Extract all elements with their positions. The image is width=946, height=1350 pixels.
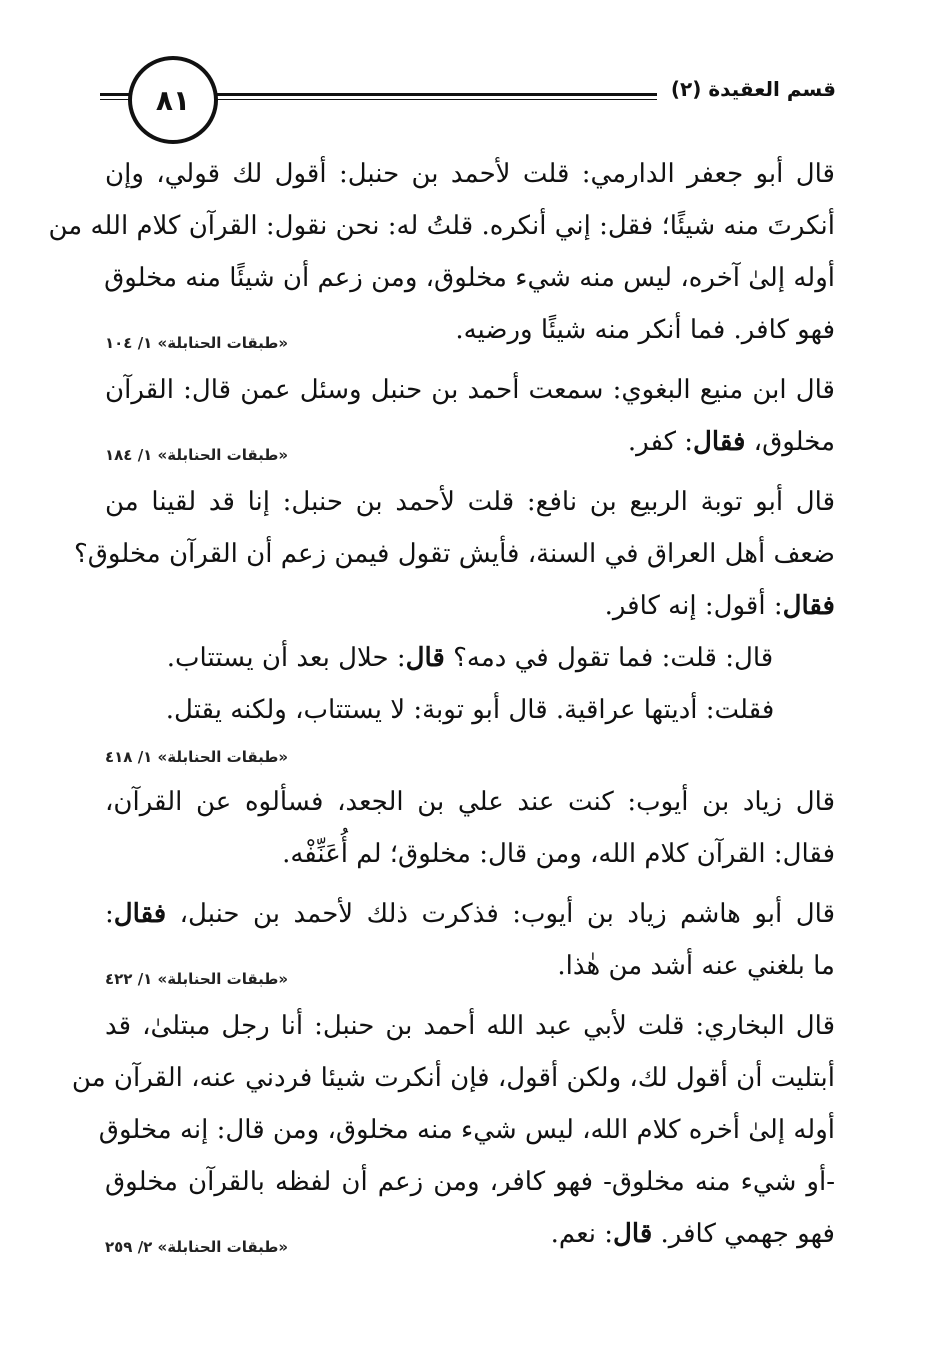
text-segment: : حلال بعد أن يستتاب. [166,643,406,673]
text-line-with-source [105,940,835,992]
bold-word: قال [613,1219,653,1249]
source-citation: «طبقات الحنابلة» ١/ ٤١٨ [105,748,289,766]
paragraph-baghawi [105,364,835,468]
text-line: أوله إلىٰ آخره، ليس منه شيء مخلوق، ومن زعم أن شيئًا منه مخلوق [104,263,835,293]
text-line: فهو كافر. فما أنكر منه شيئًا ورضيه. [455,315,835,345]
bold-word: فقال [782,591,835,621]
source-citation: «طبقات الحنابلة» ١/ ١٨٤ [105,446,289,464]
text-segment: مخلوق، [745,427,835,457]
text-line: أنكرتَ منه شيئًا؛ فقل: إني أنكره. قلتُ له: نحن نقول: القرآن كلام الله من [48,211,835,241]
text-line-with-source [105,1208,835,1260]
text-line: ما بلغني عنه أشد من هٰذا. [557,951,835,981]
page-number-badge [128,56,218,144]
paragraph-abu-hashim [105,888,835,992]
page-header [100,55,836,135]
text-segment: : أقول: إنه كافر. [604,591,783,621]
text-line [105,632,835,684]
text-line: قال البخاري: قلت لأبي عبد الله أحمد بن حنبل: أنا رجل مبتلىٰ، قد [105,1011,835,1041]
text-line: -أو شيء منه مخلوق- فهو كافر، ومن زعم أن لفظه بالقرآن مخلوق [105,1167,835,1197]
page-number: ٨١ [155,83,191,117]
page-body [48,148,835,1260]
text-line: فقلت: أديتها عراقية. قال أبو توبة: لا يستتاب، ولكنه يقتل. [165,695,775,725]
source-citation: «طبقات الحنابلة» ٢/ ٢٥٩ [105,1238,289,1256]
text-line: فقال: القرآن كلام الله، ومن قال: مخلوق؛ لم أُعَنِّفْه. [282,839,835,869]
text-segment: فهو جهمي كافر. [652,1219,835,1249]
text-line: أبتليت أن أقول لك، ولكن أقول، فإن أنكرت شيئا فردني عنه، القرآن من [71,1063,835,1093]
text-segment: : نعم. [550,1219,613,1249]
text-line: قال ابن منيع البغوي: سمعت أحمد بن حنبل وسئل عمن قال: القرآن [105,375,835,405]
bold-word: فقال [113,899,167,929]
bold-word: قال [405,643,445,673]
source-line [105,736,835,776]
text-line [105,888,835,940]
text-line: قال زياد بن أيوب: كنت عند علي بن الجعد، فسألوه عن القرآن، [105,787,835,817]
paragraph-bukhari [71,1000,835,1260]
paragraph-darimi [48,148,835,356]
text-line: قال أبو توبة الربيع بن نافع: قلت لأحمد بن حنبل: إنا قد لقينا من [105,487,835,517]
text-segment: : [105,899,114,929]
text-line: قال أبو جعفر الدارمي: قلت لأحمد بن حنبل: أقول لك قولي، وإن [105,159,835,189]
text-line: ضعف أهل العراق في السنة، فأيش تقول فيمن زعم أن القرآن مخلوق؟ [73,539,835,569]
text-segment: قال أبو هاشم زياد بن أيوب: فذكرت ذلك لأحمد بن حنبل، [166,899,835,929]
text-line: أوله إلىٰ أخره كلام الله، ليس شيء منه مخلوق، ومن قال: إنه مخلوق [98,1115,835,1145]
bold-word: فقال [693,427,746,457]
source-citation: «طبقات الحنابلة» ١/ ١٠٤ [105,334,289,352]
text-line-with-source [105,304,835,356]
text-line [105,580,835,632]
text-line-with-source [105,416,835,468]
text-segment: قال: قلت: فما تقول في دمه؟ [444,643,774,673]
paragraph-abu-tawba [73,476,835,776]
text-segment: : كفر. [627,427,694,457]
section-title: قسم العقيدة (٢) [657,77,836,101]
source-citation: «طبقات الحنابلة» ١/ ٤٢٢ [105,970,289,988]
paragraph-ziyad [105,776,835,880]
